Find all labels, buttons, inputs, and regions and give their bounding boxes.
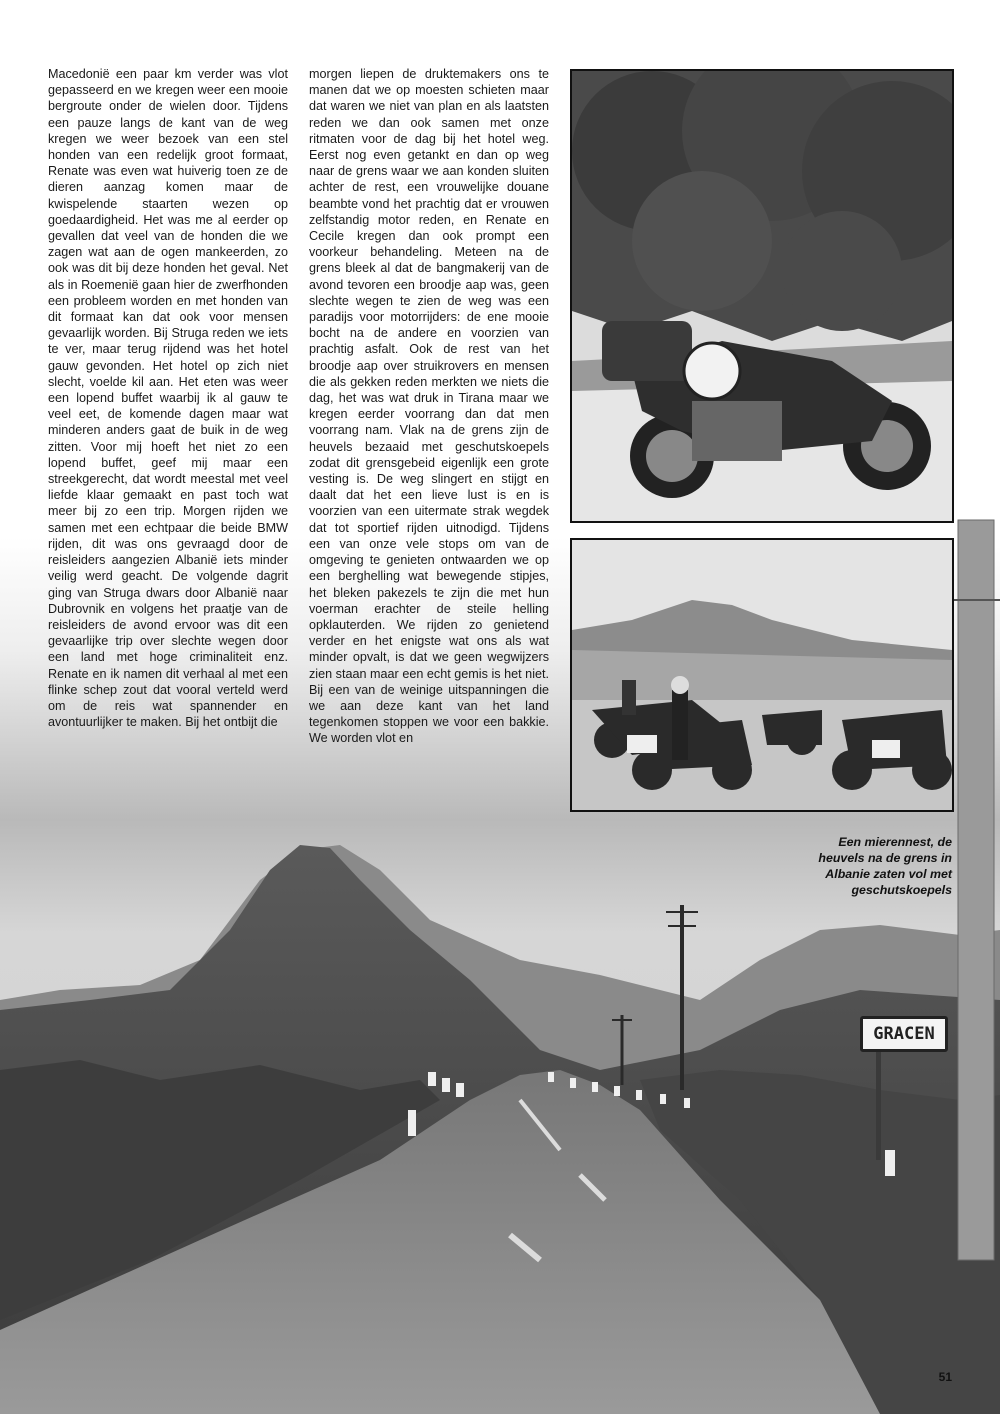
column-2-text: morgen liepen de druktemakers ons te manen dat we op moesten schieten maar dat waren we niet van plan en als laatsten reden we dan ook samen met onze ritmaten voor de dag bij het hotel weg. Eerst nog even getankt en dan op weg naar de grens waar we aan konden sluiten achter de rest, een vrouwelijke douane beambte vond het prachtig dat er vrouwen zelfstandig motor reden, en Renate en Cecile kregen dan ook prompt een voorkeur behandeling. Meteen na de grens bleek al dat de bangmakerij van de avond tevoren een broodje aap was, geen slechte wegen te zien de weg was een paradijs voor motorrijders: de ene mooie bocht na de andere en voorzien van prachtig asfalt. Ook de rest van het broodje aap over struikrovers en mensen die als gekken reden merkten we niets die dag, het was wat druk in Tirana maar we kregen eerder voorrang dan dat men voorrang nam. Vlak na de grens zijn de heuvels bezaaid met geschutskoepels zodat dit grensgebeid eigenlijk een grote vesting is. De weg slingert en stijgt en daalt dat het een lieve lust is en is voorzien van een uitermate strak wegdek dat tot sportief rijden uitnodigd. Tijdens een van onze vele stops om van de omgeving te genieten ontwaarden we op een berghelling wat bewegende stipjes, het bleken pakezels te zijn die met hun voerman erachter de steile helling opklauterden. We rijden zo genietend verder en het enigste wat ons als wat minder opvalt, is dat we geen wegwijzers zien staan maar een echt gemis is het niet. Bij een van de weinige uitspanningen die we aan deze kant van het land tegenkomen stoppen we voor een bakkie. We worden vlot en: [309, 67, 549, 746]
photo-caption: Een mierennest, de heuvels na de grens in Albanie zaten vol met geschutskoepels: [818, 835, 952, 897]
photo-motorcycle: [570, 69, 954, 523]
article-column-2: [309, 66, 549, 747]
page-number: 51: [938, 1370, 952, 1384]
article-column-1: [48, 66, 288, 730]
photo-motorcycle-group: [570, 538, 954, 812]
road-sign: GRACEN: [860, 1016, 948, 1052]
column-1-text: Macedonië een paar km verder was vlot gepasseerd en we kregen weer een mooie bergroute onder de wielen door. Tijdens een pauze langs de kant van de weg kregen we weer bezoek van een stel honden van een redelijk groot formaat, Renate was even wat huiverig toen ze de dieren aanzag komen maar de kwispelende staarten wezen op goedaardigheid. Het was me al eerder op gevallen dat veel van de honden die we zagen wat aan de ogen mankeerden, zo ook was dit bij deze honden het geval. Net als in Roemenië gaan hier de zwerfhonden een probleem worden en met honden van dit formaat kan dat ook voor mensen gevaarlijk worden. Bij Struga reden we iets te ver, maar terug rijdend was het hotel gauw gevonden. Het hotel op zich niet slecht, voelde kil aan. Het eten was weer een lopend buffet waarbij ik al gauw te veel eet, de komende dagen maar wat minderen anders gaat de buik in de weg zitten. Voor mij hoeft het niet zo een lopend buffet, geef mij maar een streekgerecht, dat wordt meestal met veel liefde klaar gemaakt en past toch wat meer bij zo een trip. Morgen rijden we samen met een echtpaar die beide BMW rijden, dit was ons gevraagd door de reisleiders aangezien Albanië iets minder veilig werd geacht. De volgende dagrit ging van Struga dwars door Albanië naar Dubrovnik en volgens het praatje van de reisleiders de avond ervoor was dit een gevaarlijke trip over slechte wegen door een land met hoge criminaliteit enz. Renate en ik namen dit verhaal al met een flinke schep zout dat vooral verteld werd om de reis wat spannender en avontuurlijker te maken. Bij het ontbijt die: [48, 67, 288, 730]
